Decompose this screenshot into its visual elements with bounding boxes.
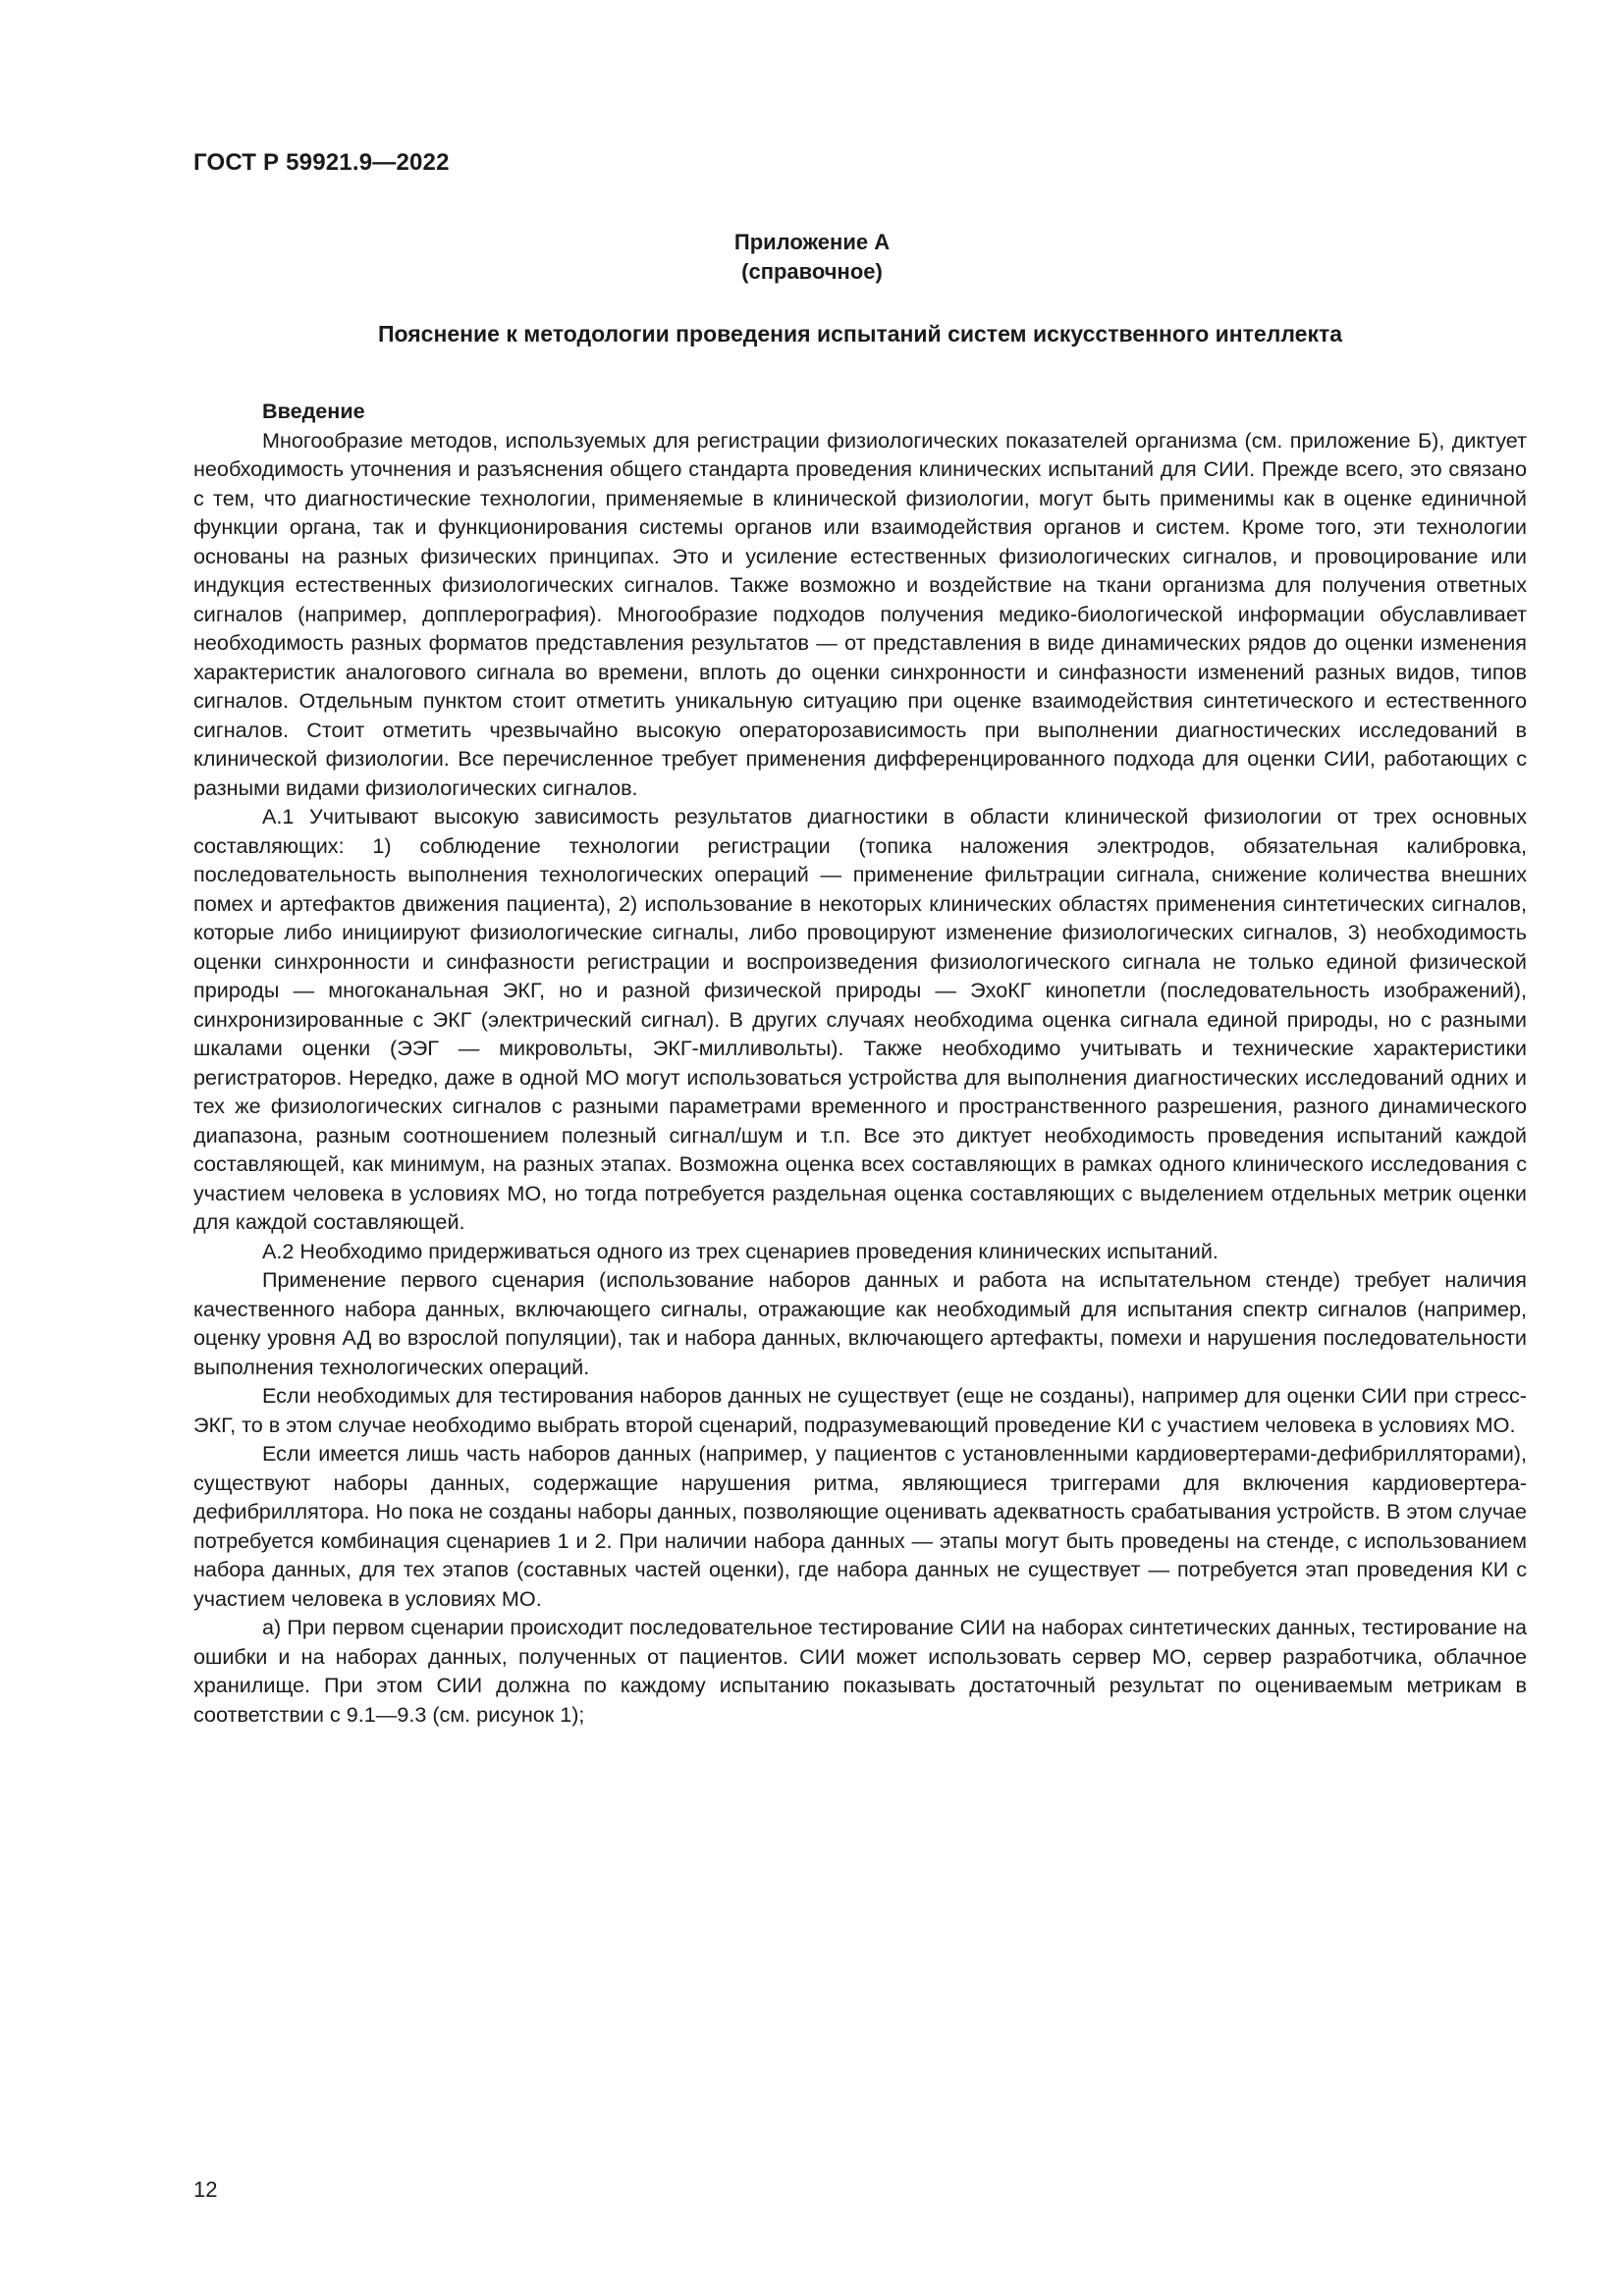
paragraph: Применение первого сценария (использование наборов данных и работа на испытательном стенде) требует наличия качественного набора данных, включающего сигналы, отражающие как необходимый для испытания спектр сигналов (например, оценку уровня АД во взрослой популяции), так и набора данных, включающего артефакты, помехи и нарушения последовательности выполнения технологических операций. bbox=[193, 1267, 1527, 1379]
paragraph: А.2 Необходимо придерживаться одного из трех сценариев проведения клинических испытаний. bbox=[262, 1238, 1218, 1263]
annex-body bbox=[193, 397, 1527, 1729]
standard-id: ГОСТ Р 59921.9—2022 bbox=[193, 149, 450, 176]
section-heading: Введение bbox=[262, 399, 365, 423]
annex-type: (справочное) bbox=[741, 259, 883, 284]
paragraph: А.1 Учитывают высокую зависимость результатов диагностики в области клинической физиологии от трех основных составляющих: 1) соблюдение технологии регистрации (топика наложения электродов, обязательная калибровка, последовательность выполнения технологических операций — применение фильтрации сигнала, снижение количества внешних помех и артефактов движения пациента), 2) использование в некоторых клинических областях применения синтетических сигналов, которые либо инициируют физиологические сигналы, либо провоцируют изменение физиологических сигналов, 3) необходимость оценки синхронности и синфазности регистрации и воспроизведения физиологического сигнала не только единой физической природы — многоканальная ЭКГ, но и разной физической природы — ЭхоКГ кинопетли (последовательность изображений), синхронизированные с ЭКГ (электрический сигнал). В других случаях необходима оценка сигнала единой природы, но с разными шкалами оценки (ЭЭГ — микровольты, ЭКГ-милливольты). Также необходимо учитывать и технические характеристики регистраторов. Нередко, даже в одной МО могут использоваться устройства для выполнения диагностических исследований одних и тех же физиологических сигналов с разными параметрами временного и пространственного разрешения, разного динамического диапазона, разным соотношением полезный сигнал/шум и т.п. Все это диктует необходимость проведения испытаний каждой составляющей, как минимум, на разных этапах. Возможна оценка всех составляющих в рамках одного клинического исследования с участием человека в условиях МО, но тогда потребуется раздельная оценка составляющих с выделением отдельных метрик оценки для каждой составляющей. bbox=[193, 804, 1527, 1234]
paragraph: а) При первом сценарии происходит последовательное тестирование СИИ на наборах синтетических данных, тестирование на ошибки и на наборах данных, полученных от пациентов. СИИ может использовать сервер МО, сервер разработчика, облачное хранилище. При этом СИИ должна по каждому испытанию показывать достаточный результат по оцениваемым метрикам в соответствии с 9.1—9.3 (см. рисунок 1); bbox=[193, 1615, 1527, 1727]
page-number: 12 bbox=[193, 2177, 218, 2202]
paragraph: Многообразие методов, используемых для регистрации физиологических показателей организма (см. приложение Б), диктует необходимость уточнения и разъяснения общего стандарта проведения клинических испытаний для СИИ. Прежде всего, это связано с тем, что диагностические технологии, применяемые в клинической физиологии, могут быть применимы как в оценке единичной функции органа, так и функционирования системы органов или взаимодействия органов и систем. Кроме того, эти технологии основаны на разных физических принципах. Это и усиление естественных физиологических сигналов, и провоцирование или индукция естественных физиологических сигналов. Также возможно и воздействие на ткани организма для получения ответных сигналов (например, допплерография). Многообразие подходов получения медико-биологической информации обуславливает необходимость разных форматов представления результатов — от представления в виде динамических рядов до оценки изменения характеристик аналогового сигнала во времени, вплоть до оценки синхронности и синфазности изменений разных видов, типов сигналов. Отдельным пунктом стоит отметить уникальную ситуацию при оценке взаимодействия синтетического и естественного сигналов. Стоит отметить чрезвычайно высокую операторозависимость при выполнении диагностических исследований в клинической физиологии. Все перечисленное требует применения дифференцированного подхода для оценки СИИ, работающих с разными видами физиологических сигналов. bbox=[193, 427, 1527, 800]
annex-title: Пояснение к методологии проведения испытаний систем искусственного интеллекта bbox=[377, 321, 1343, 347]
paragraph: Если необходимых для тестирования наборов данных не существует (еще не созданы), например для оценки СИИ при стресс-ЭКГ, то в этом случае необходимо выбрать второй сценарий, подразумевающий проведение КИ с участием человека в условиях МО. bbox=[193, 1383, 1527, 1437]
paragraph: Если имеется лишь часть наборов данных (например, у пациентов с установленными кардиовертерами-дефибрилляторами), существуют наборы данных, содержащие нарушения ритма, являющиеся триггерами для включения кардиовертера-дефибриллятора. Но пока не созданы наборы данных, позволяющие оценивать адекватность срабатывания устройств. В этом случае потребуется комбинация сценариев 1 и 2. При наличии набора данных — этапы могут быть проведены на стенде, с использованием набора данных, для тех этапов (составных частей оценки), где набора данных не существует — потребуется этап проведения КИ с участием человека в условиях МО. bbox=[193, 1441, 1527, 1611]
annex-label: Приложение А bbox=[733, 230, 891, 254]
